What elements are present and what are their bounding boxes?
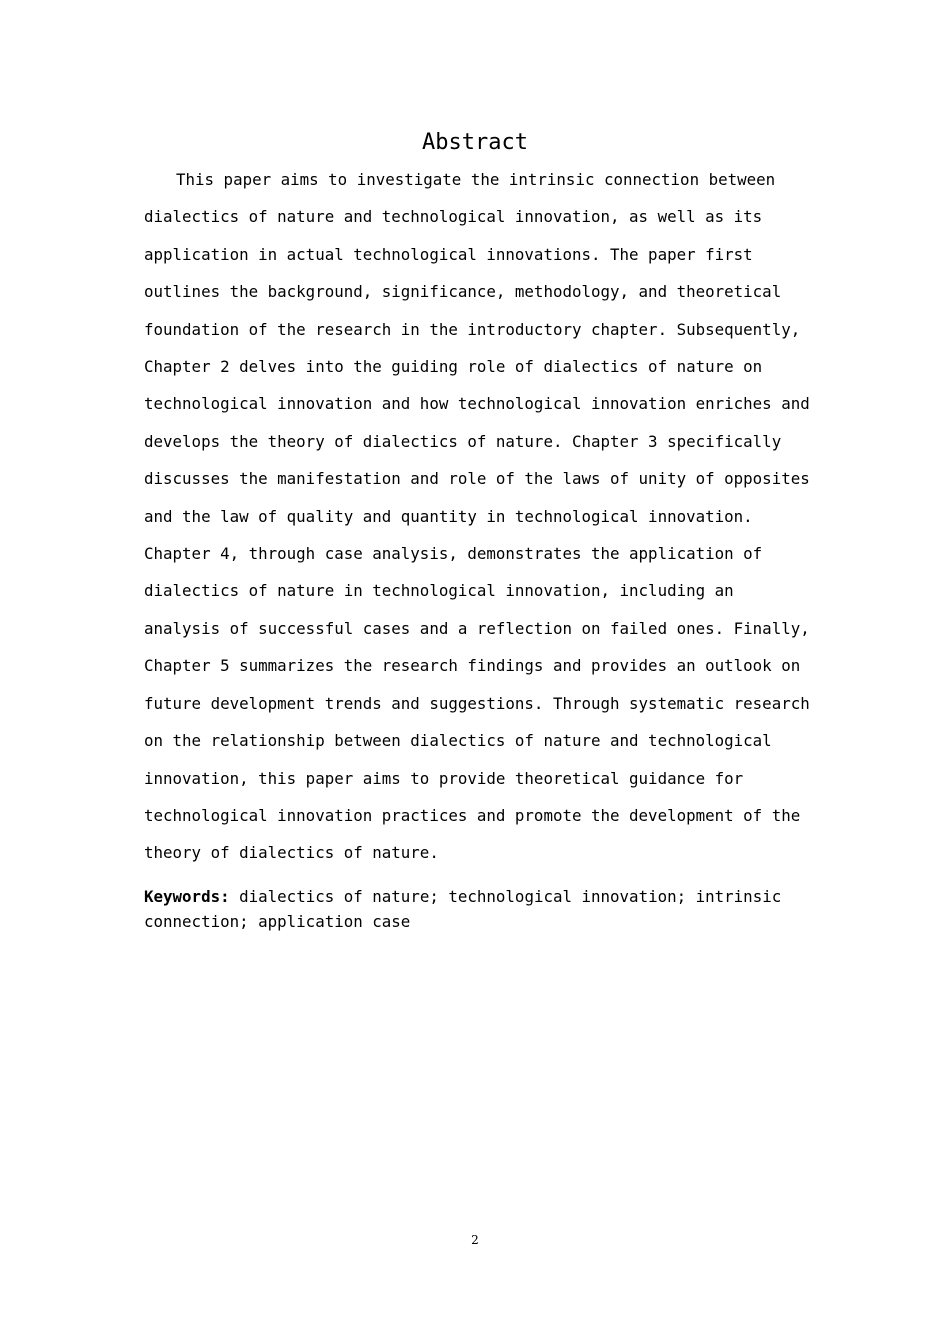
page-title: Abstract (422, 130, 528, 155)
keywords-label: Keywords: (144, 887, 230, 906)
abstract-paragraph: This paper aims to investigate the intrinsic connection between dialectics of nature and technological innovation, as well as its application in actual technological innovations. The paper first outlines the background, significance, methodology, and theoretical foundation of the research in the introductory chapter. Subsequently, Chapter 2 delves into the guiding role of dialectics of nature on technological innovation and how technological innovation enriches and develops the theory of dialectics of nature. Chapter 3 specifically discusses the manifestation and role of the laws of unity of opposites and the law of quality and quantity in technological innovation. Chapter 4, through case analysis, demonstrates the application of dialectics of nature in technological innovation, including an analysis of successful cases and a reflection on failed ones. Finally, Chapter 5 summarizes the research findings and provides an outlook on future development trends and suggestions. Through systematic research on the relationship between dialectics of nature and technological innovation, this paper aims to provide theoretical guidance for technological innovation practices and promote the development of the theory of dialectics of nature. (144, 170, 810, 863)
keywords-line (144, 884, 816, 934)
keywords-text: dialectics of nature; technological innovation; intrinsic connection; application case (144, 887, 782, 931)
page-number: 2 (471, 1233, 479, 1247)
